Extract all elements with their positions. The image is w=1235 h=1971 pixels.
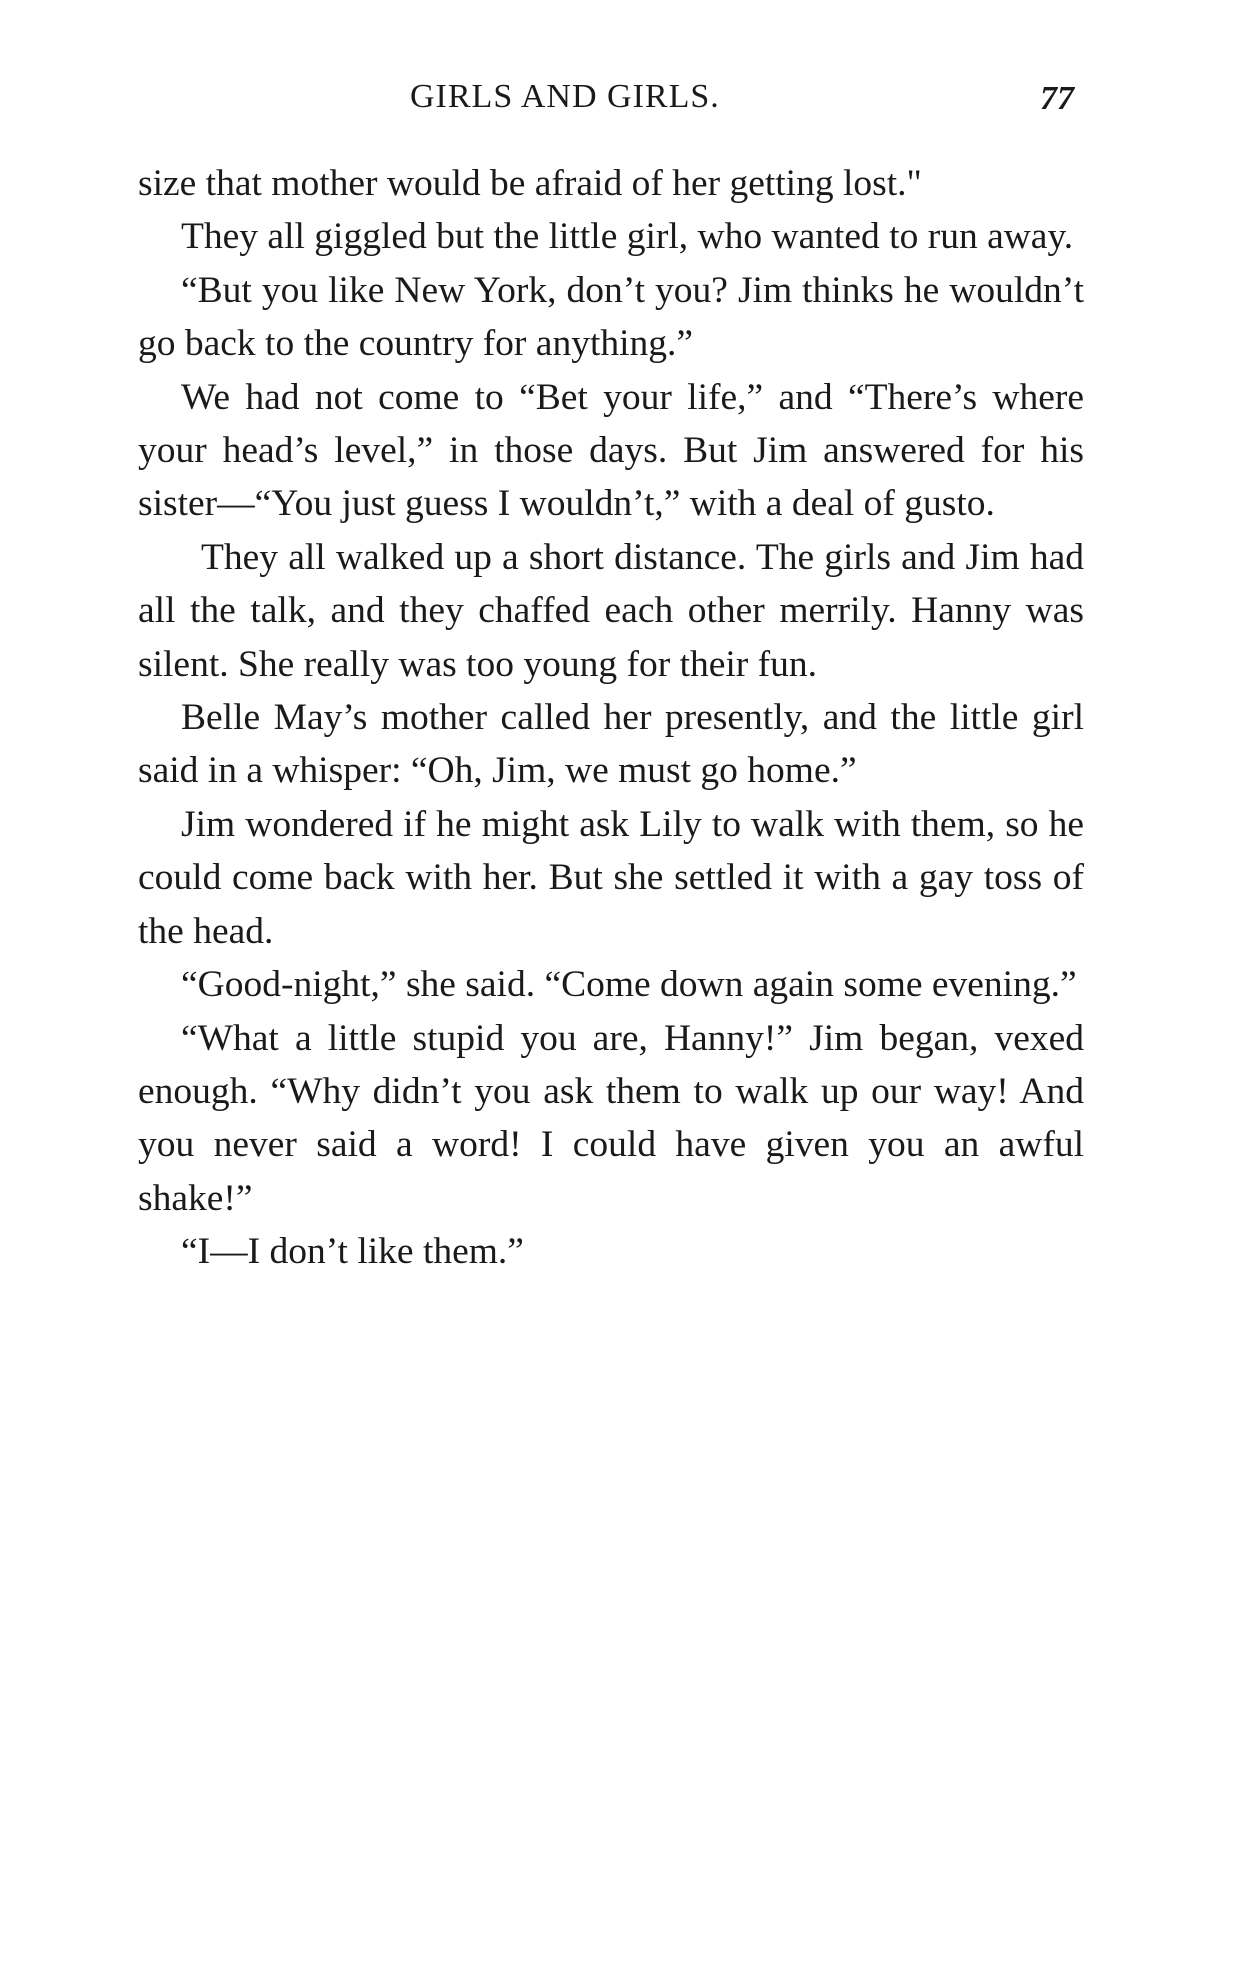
paragraph-9: “What a little stupid you are, Hanny!” Jim began, vexed enough. “Why didn’t you ask them to walk up our way! And you never said a word! I could have given you an awful shake!”	[138, 1017, 1084, 1219]
running-head-title: GIRLS AND GIRLS.	[410, 78, 720, 115]
paragraph-7: Jim wondered if he might ask Lily to walk with them, so he could come back with her. But she settled it with a gay toss of the head.	[138, 803, 1084, 952]
paragraph-3: “But you like New York, don’t you? Jim thinks he wouldn’t go back to the country for anything.”	[138, 269, 1084, 365]
running-head	[138, 72, 1084, 122]
body-text	[138, 157, 1084, 1279]
paragraph-1: size that mother would be afraid of her getting lost."	[138, 163, 922, 204]
paragraph-10: “I—I don’t like them.”	[181, 1231, 524, 1273]
paragraph-4: We had not come to “Bet your life,” and “There’s where your head’s level,” in those days. But Jim answered for his sister—“You just guess I wouldn’t,” with a deal of gusto.	[138, 376, 1084, 525]
paragraph-8: “Good-night,” she said. “Come down again some evening.”	[181, 964, 1077, 1006]
page-number: 77	[1040, 80, 1074, 117]
paragraph-2: They all giggled but the little girl, who wanted to run away.	[181, 216, 1074, 258]
paragraph-5: They all walked up a short distance. The girls and Jim had all the talk, and they chaffed each other merrily. Hanny was silent. She really was too young for their fun.	[138, 536, 1084, 685]
paragraph-6: Belle May’s mother called her presently, and the little girl said in a whisper: “Oh, Jim, we must go home.”	[138, 697, 1084, 792]
